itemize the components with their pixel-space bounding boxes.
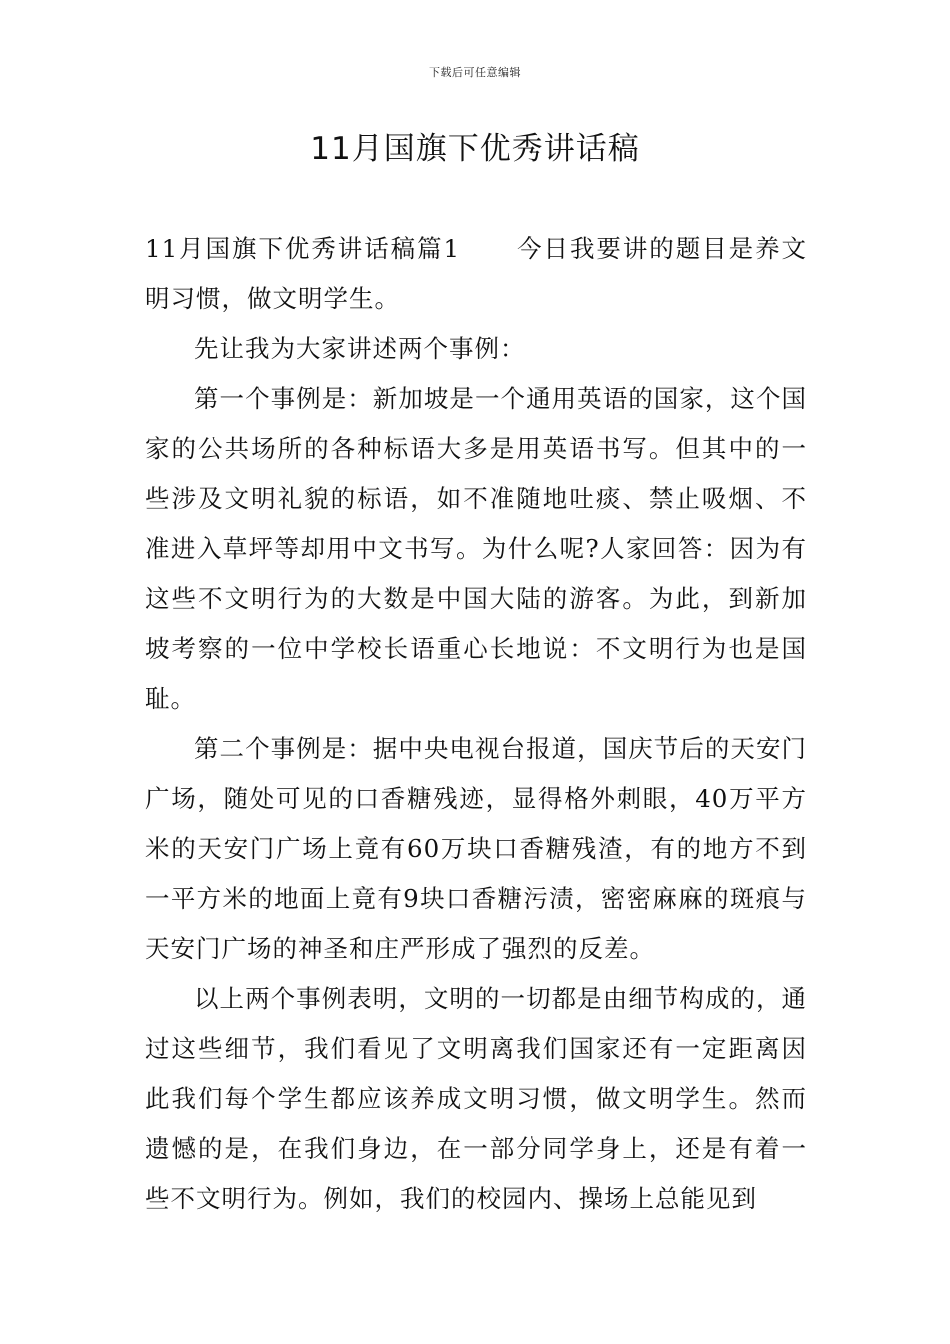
paragraph: 第一个事例是：新加坡是一个通用英语的国家，这个国家的公共场所的各种标语大多是用英语书写。但其中的一些涉及文明礼貌的标语，如不准随地吐痰、禁止吸烟、不准进入草坪等却用中文书写。为什么呢?人家回答：因为有这些不文明行为的大数是中国大陆的游客。为此，到新加坡考察的一位中学校长语重心长地说：不文明行为也是国耻。 bbox=[145, 384, 807, 713]
section-heading: 11月国旗下优秀讲话稿篇1 bbox=[145, 234, 461, 263]
header-note: 下载后可任意编辑 bbox=[429, 66, 521, 79]
document-title: 11月国旗下优秀讲话稿 bbox=[310, 131, 640, 167]
paragraph: 先让我为大家讲述两个事例： bbox=[194, 334, 526, 363]
paragraph-intro bbox=[145, 224, 807, 324]
paragraph: 以上两个事例表明，文明的一切都是由细节构成的，通过这些细节，我们看见了文明离我们国家还有一定距离因此我们每个学生都应该养成文明习惯，做文明学生。然而遗憾的是，在我们身边，在一部分同学身上，还是有着一些不文明行为。例如，我们的校园内、操场上总能见到 bbox=[145, 984, 807, 1213]
paragraph: 第二个事例是：据中央电视台报道，国庆节后的天安门广场，随处可见的口香糖残迹，显得格外刺眼，40万平方米的天安门广场上竟有60万块口香糖残渣，有的地方不到一平方米的地面上竟有9块口香糖污渍，密密麻麻的斑痕与天安门广场的神圣和庄严形成了强烈的反差。 bbox=[145, 734, 807, 963]
paragraph-text: 今日我要讲的题目是养文明习惯，做文明学生。 bbox=[145, 234, 808, 313]
document-body bbox=[145, 224, 807, 1224]
